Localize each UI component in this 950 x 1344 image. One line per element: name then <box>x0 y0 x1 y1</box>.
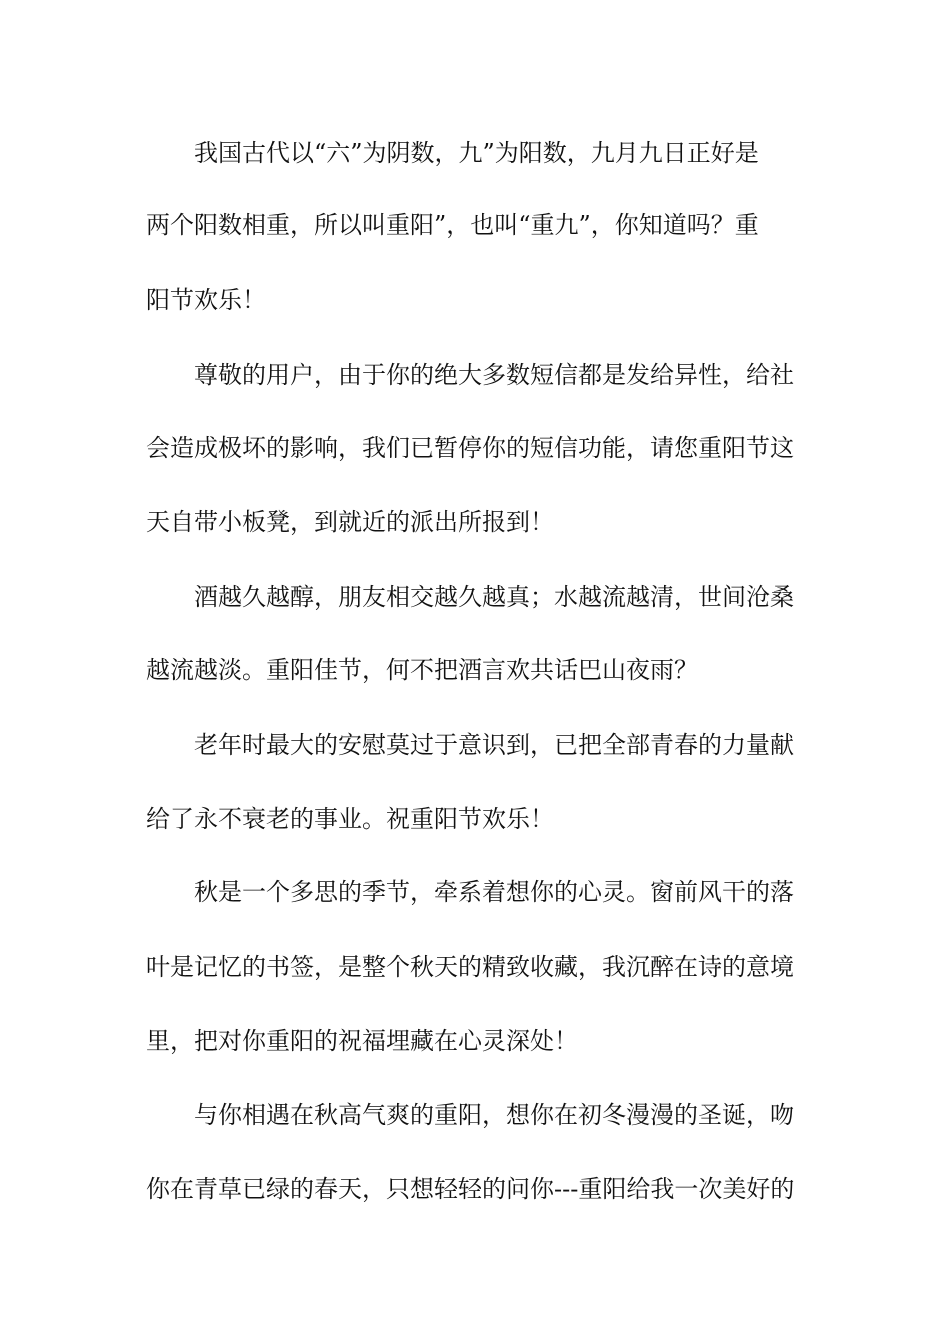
paragraph-6-line-2: 你在青草已绿的春天，只想轻轻的问你---重阳给我一次美好的 <box>146 1175 795 1203</box>
paragraph-3-line-2: 越流越淡。重阳佳节，何不把酒言欢共话巴山夜雨？ <box>146 656 698 684</box>
paragraph-5-line-1: 秋是一个多思的季节，牵系着想你的心灵。窗前风干的落 <box>194 878 794 906</box>
paragraph-2-line-3: 天自带小板凳，到就近的派出所报到！ <box>146 508 554 536</box>
paragraph-4-line-2: 给了永不衰老的事业。祝重阳节欢乐！ <box>146 805 554 833</box>
paragraph-1-line-1: 我国古代以“六”为阴数，九”为阳数，九月九日正好是 <box>194 139 759 167</box>
paragraph-3-line-1: 酒越久越醇，朋友相交越久越真；水越流越清，世间沧桑 <box>194 583 794 611</box>
paragraph-2-line-1: 尊敬的用户，由于你的绝大多数短信都是发给异性，给社 <box>194 361 794 389</box>
paragraph-4-line-1: 老年时最大的安慰莫过于意识到，已把全部青春的力量献 <box>194 731 794 759</box>
paragraph-1-line-2: 两个阳数相重，所以叫重阳”，也叫“重九”，你知道吗？重 <box>146 211 759 239</box>
paragraph-2-line-2: 会造成极坏的影响，我们已暂停你的短信功能，请您重阳节这 <box>146 434 794 462</box>
paragraph-1-line-3: 阳节欢乐！ <box>146 286 266 314</box>
paragraph-6-line-1: 与你相遇在秋高气爽的重阳，想你在初冬漫漫的圣诞，吻 <box>194 1101 794 1129</box>
paragraph-5-line-2: 叶是记忆的书签，是整个秋天的精致收藏，我沉醉在诗的意境 <box>146 953 794 981</box>
paragraph-5-line-3: 里，把对你重阳的祝福埋藏在心灵深处！ <box>146 1027 578 1055</box>
